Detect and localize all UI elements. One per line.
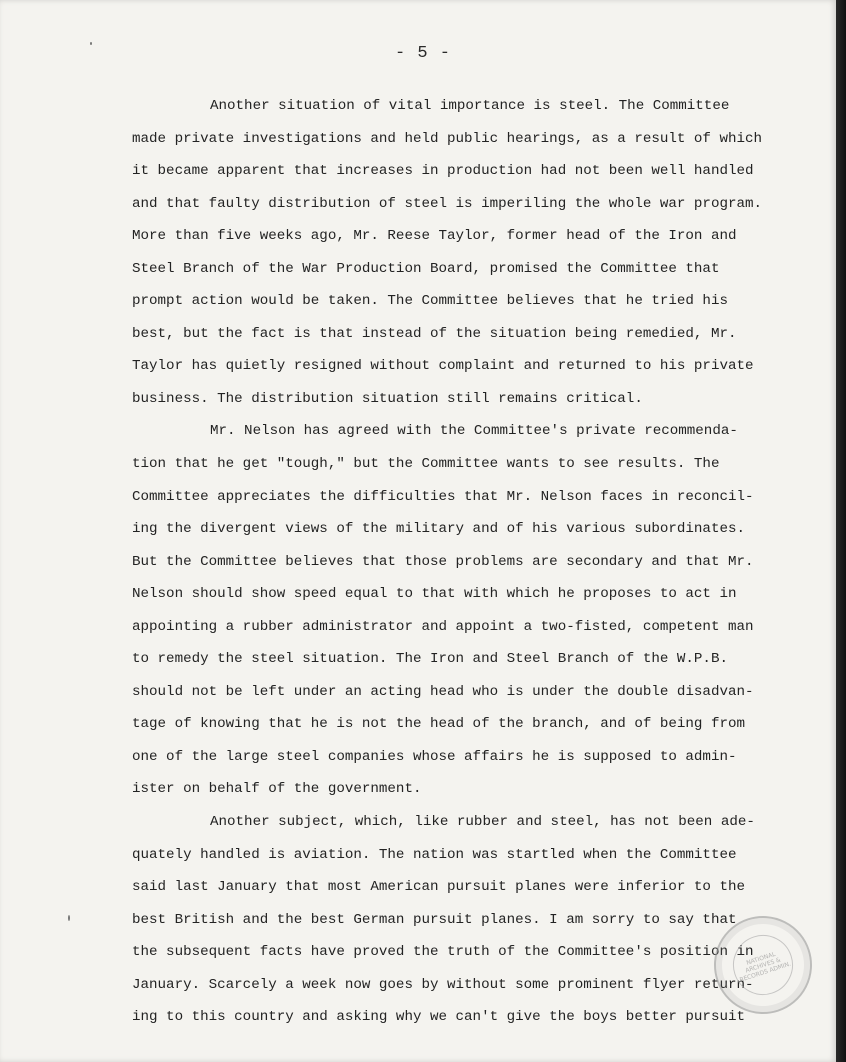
text-line: ing to this country and asking why we can't give the boys better pursuit xyxy=(132,1009,745,1026)
paragraph-steel xyxy=(132,90,762,415)
archive-stamp-text: NATIONAL ARCHIVES & RECORDS ADMIN. xyxy=(725,927,801,1003)
text-line: Steel Branch of the War Production Board, promised the Committee that xyxy=(132,260,720,277)
scan-speck xyxy=(90,42,92,45)
text-line: tage of knowing that he is not the head of the branch, and of being from xyxy=(132,716,745,733)
text-line: best British and the best German pursuit planes. I am sorry to say that xyxy=(132,911,737,928)
text-line: Taylor has quietly resigned without complaint and returned to his private xyxy=(132,358,754,375)
text-line: business. The distribution situation still remains critical. xyxy=(132,390,643,407)
text-line: More than five weeks ago, Mr. Reese Taylor, former head of the Iron and xyxy=(132,228,737,245)
text-line: Another subject, which, like rubber and steel, has not been ade- xyxy=(210,814,755,831)
text-line: and that faulty distribution of steel is imperiling the whole war program. xyxy=(132,195,763,212)
text-line: tion that he get "tough," but the Committee wants to see results. The xyxy=(132,456,720,473)
text-line: made private investigations and held public hearings, as a result of which xyxy=(132,130,763,147)
text-line: it became apparent that increases in production had not been well handled xyxy=(132,163,754,180)
text-line: Another situation of vital importance is steel. The Committee xyxy=(210,98,730,114)
page-number: - 5 - xyxy=(394,44,451,63)
text-line: quately handled is aviation. The nation was startled when the Committee xyxy=(132,846,737,863)
text-line: best, but the fact is that instead of the situation being remedied, Mr. xyxy=(132,325,737,342)
text-line: prompt action would be taken. The Committee believes that he tried his xyxy=(132,293,728,310)
text-line: But the Committee believes that those problems are secondary and that Mr. xyxy=(132,553,754,570)
text-line: Committee appreciates the difficulties that Mr. Nelson faces in reconcil- xyxy=(132,488,754,505)
body-text xyxy=(132,90,762,1034)
text-line: to remedy the steel situation. The Iron and Steel Branch of the W.P.B. xyxy=(132,651,728,668)
text-line: the subsequent facts have proved the truth of the Committee's position in xyxy=(132,944,754,961)
paragraph-nelson xyxy=(132,415,762,806)
text-line: ing the divergent views of the military and of his various subordinates. xyxy=(132,521,745,538)
paragraph-aviation xyxy=(132,806,762,1034)
text-line: January. Scarcely a week now goes by without some prominent flyer return- xyxy=(132,976,754,993)
text-line: one of the large steel companies whose affairs he is supposed to admin- xyxy=(132,748,737,765)
scan-speck xyxy=(68,915,70,921)
text-line: appointing a rubber administrator and appoint a two-fisted, competent man xyxy=(132,618,754,635)
text-line: Mr. Nelson has agreed with the Committee's private recommenda- xyxy=(210,423,738,440)
text-line: said last January that most American pursuit planes were inferior to the xyxy=(132,879,745,896)
text-line: ister on behalf of the government. xyxy=(132,781,422,798)
text-line: Nelson should show speed equal to that with which he proposes to act in xyxy=(132,586,737,603)
scan-edge xyxy=(836,0,846,1062)
text-line: should not be left under an acting head who is under the double disadvan- xyxy=(132,683,754,700)
